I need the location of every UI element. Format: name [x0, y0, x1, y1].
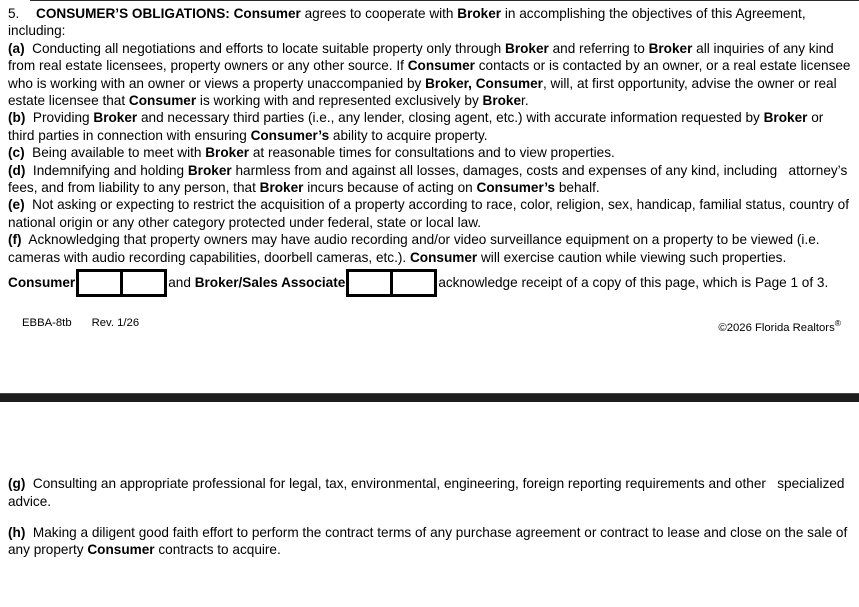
consumer-label: Consumer — [8, 275, 76, 291]
clause-5-text: CONSUMER’S OBLIGATIONS: Consumer agrees to cooperate with Broker in accomplishing the objectives of this Agreement, including: — [8, 6, 810, 39]
clause-5-paragraph — [8, 5, 851, 40]
clause-5-number: 5. — [8, 6, 20, 21]
broker-initial-box-2[interactable] — [390, 269, 437, 297]
consumer-initial-box-2[interactable] — [120, 269, 167, 297]
clause-5b-paragraph: (b) Providing Broker and necessary third parties (i.e., any lender, closing agent, etc.) with accurate information requested by Broker or third parties in connection with ensuring Consumer’s ability to acquire property. — [8, 110, 828, 143]
page-footer — [8, 315, 851, 337]
page-top-edge-line — [30, 0, 859, 1]
clause-5d-paragraph: (d) Indemnifying and holding Broker harmless from and against all losses, damages, costs and expenses of any kind, including attorney’s fees, and from liability to any person, that Broker incurs because of acting on Consumer’s behalf. — [8, 162, 852, 196]
registered-trademark-symbol: ® — [834, 318, 841, 329]
clause-5f-paragraph: (f) Acknowledging that property owners may have audio recording and/or video surveillance equipment on a property to be viewed (i.e. cameras with audio recording capabilities, doorbell cameras, etc.). Consumer will exercise caution while viewing such properties. — [8, 232, 824, 265]
broker-initials-boxes — [346, 269, 437, 297]
clause-5h-paragraph: (h) Making a diligent good faith effort to perform the contract terms of any purchase agreement or contract to lease and close on the sale of any property Consumer contracts to acquire. — [8, 525, 852, 558]
page-break-divider — [0, 393, 859, 402]
broker-initial-box-1[interactable] — [346, 269, 393, 297]
consumer-initials-boxes — [76, 269, 167, 297]
clause-5a-paragraph: (a) Conducting all negotiations and efforts to locate suitable property only through Broker and referring to Broker all inquiries of any kind from real estate licensees, property owners or any other source. If Consumer contacts or is contacted by an owner, or a real estate licensee who is working with an owner or views a property unaccompanied by Broker, Consumer, will, at first opportunity, advise the owner or real estate licensee that Consumer is working with and represented exclusively by Broker. — [8, 40, 855, 109]
acknowledgement-row — [8, 268, 851, 298]
clause-5g-paragraph: (g) Consulting an appropriate professional for legal, tax, environmental, engineering, foreign reporting requirements and other specialized advice. — [8, 476, 849, 509]
footer-copyright — [718, 315, 851, 337]
clause-5c-paragraph: (c) Being available to meet with Broker at reasonable times for consultations and to view properties. — [8, 145, 615, 161]
form-code: EBBA-8tb — [22, 317, 72, 330]
ack-receipt-text: acknowledge receipt of a copy of this page, which is Page 1 of 3. — [438, 275, 829, 291]
and-text: and — [168, 275, 195, 291]
form-revision: Rev. 1/26 — [91, 317, 140, 330]
broker-sales-associate-label: Broker/Sales Associate — [194, 275, 346, 291]
consumer-initial-box-1[interactable] — [76, 269, 123, 297]
copyright-text: ©2026 Florida Realtors — [718, 321, 835, 334]
footer-form-info — [8, 315, 139, 337]
clause-5e-paragraph: (e) Not asking or expecting to restrict the acquisition of a property according to race, color, religion, sex, handicap, familial status, country of national origin or any other category protected under federal, state or local law. — [8, 197, 853, 230]
